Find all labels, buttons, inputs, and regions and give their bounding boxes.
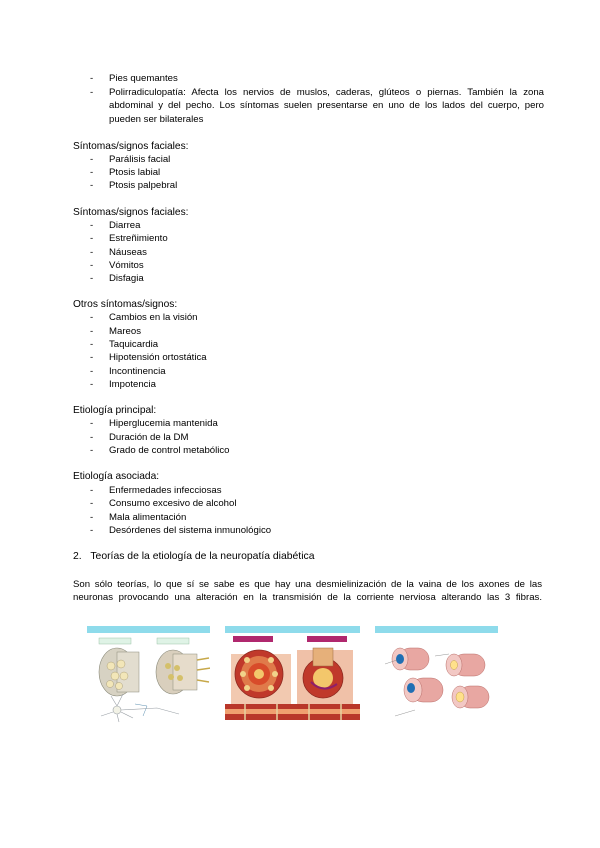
list-item: Vómitos: [109, 260, 144, 271]
list-item: Estreñimiento: [109, 233, 168, 244]
bullet: -: [90, 379, 94, 390]
bullet: -: [90, 220, 94, 231]
bullet: -: [90, 512, 94, 523]
paragraph-line: Son sólo teorías, lo que sí se sabe es que hay una desmielinización de la vaina de los axones de las: [73, 579, 542, 590]
list-item: Disfagia: [109, 273, 144, 284]
bullet: -: [90, 445, 94, 456]
bullet: -: [90, 273, 94, 284]
section-heading: Síntomas/signos faciales:: [73, 141, 189, 152]
list-item: Ptosis labial: [109, 167, 161, 178]
bullet: -: [90, 260, 94, 271]
nerve-fiber-illustration: [87, 624, 210, 724]
section-heading: Otros síntomas/signos:: [73, 299, 178, 310]
bullet: -: [90, 167, 94, 178]
section-heading: Etiología asociada:: [73, 471, 160, 482]
bullet: -: [90, 432, 94, 443]
list-item: Náuseas: [109, 247, 147, 258]
bullet: -: [90, 498, 94, 509]
bullet: -: [90, 326, 94, 337]
list-item-line: Polirradiculopatía: Afecta los nervios de muslos, caderas, glúteos o piernas. También la zona: [109, 87, 544, 98]
list-item: Hiperglucemia mantenida: [109, 418, 218, 429]
list-item: Consumo excesivo de alcohol: [109, 498, 237, 509]
nerve-cross-section-illustration: [225, 624, 360, 724]
list-item: Diarrea: [109, 220, 141, 231]
list-item: Parálisis facial: [109, 154, 171, 165]
paragraph-line: neuronas provocando una alteración en la transmisión de la corriente nerviosa alterando las 3 fibras.: [73, 592, 542, 604]
figure-nerve-fibers: [87, 624, 210, 724]
list-item: Impotencia: [109, 379, 156, 390]
list-item-multiline: [109, 86, 544, 126]
list-item: Incontinencia: [109, 366, 166, 377]
figure-nerves: [225, 624, 360, 724]
bullet: -: [90, 366, 94, 377]
section-title-text: Teorías de la etiología de la neuropatía diabética: [90, 551, 315, 562]
bullet: -: [90, 73, 94, 84]
bullet: -: [90, 233, 94, 244]
myelin-sheath-illustration: [375, 624, 498, 724]
section-title: [73, 551, 314, 562]
section-heading: Síntomas/signos faciales:: [73, 207, 189, 218]
list-item: Duración de la DM: [109, 432, 189, 443]
figure-myelinated-fibers: [375, 624, 498, 724]
list-item: Grado de control metabólico: [109, 445, 230, 456]
paragraph: [73, 578, 542, 605]
section-number: 2.: [73, 551, 82, 562]
list-item: Desórdenes del sistema inmunológico: [109, 525, 272, 536]
bullet: -: [90, 87, 94, 98]
bullet: -: [90, 525, 94, 536]
bullet: -: [90, 352, 94, 363]
section-heading: Etiología principal:: [73, 405, 157, 416]
list-item: Ptosis palpebral: [109, 180, 178, 191]
bullet: -: [90, 180, 94, 191]
list-item: Mareos: [109, 326, 141, 337]
list-item: Enfermedades infecciosas: [109, 485, 222, 496]
bullet: -: [90, 485, 94, 496]
list-item: Cambios en la visión: [109, 312, 198, 323]
list-item-line: abdominal y del pecho. Los síntomas suelen presentarse en uno de los lados del cuerpo, pero: [109, 100, 544, 112]
bullet: -: [90, 339, 94, 350]
list-item: Mala alimentación: [109, 512, 187, 523]
list-item: Taquicardia: [109, 339, 159, 350]
bullet: -: [90, 418, 94, 429]
bullet: -: [90, 154, 94, 165]
bullet: -: [90, 247, 94, 258]
list-item: Hipotensión ortostática: [109, 352, 207, 363]
list-item: Pies quemantes: [109, 73, 178, 84]
bullet: -: [90, 312, 94, 323]
list-item-line: pueden ser bilaterales: [109, 113, 204, 125]
